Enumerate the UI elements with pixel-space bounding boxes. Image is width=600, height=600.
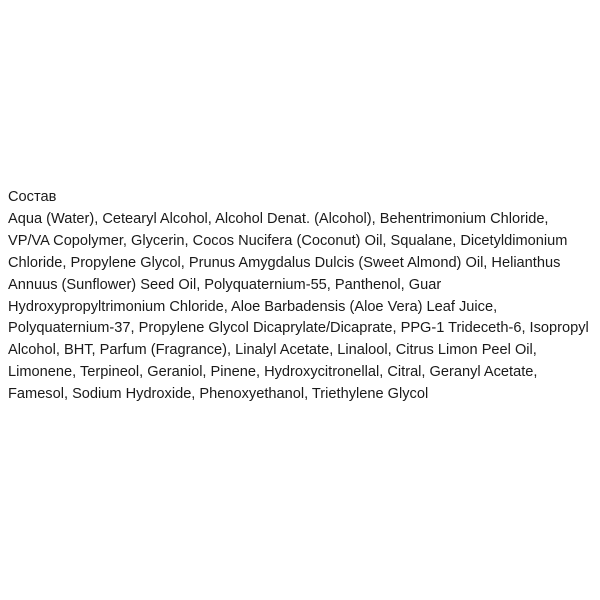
- ingredients-line: Aqua (Water), Cetearyl Alcohol, Alcohol Denat. (Alcohol), Behentrimonium Chloride,: [8, 210, 549, 227]
- ingredients-line: Limonene, Terpineol, Geraniol, Pinene, Hydroxycitronellal, Citral, Geranyl Acetate,: [8, 364, 538, 381]
- ingredients-line: Alcohol, BHT, Parfum (Fragrance), Linalyl Acetate, Linalool, Citrus Limon Peel Oil,: [8, 342, 537, 359]
- ingredients-line: Polyquaternium-37, Propylene Glycol Dicaprylate/Dicaprate, PPG-1 Trideceth-6, Isopropyl: [8, 320, 589, 337]
- ingredients-block: [8, 187, 598, 406]
- ingredients-line: VP/VA Copolymer, Glycerin, Cocos Nucifera (Coconut) Oil, Squalane, Dicetyldimonium: [8, 232, 568, 249]
- ingredients-line: Famesol, Sodium Hydroxide, Phenoxyethanol, Triethylene Glycol: [8, 386, 429, 403]
- ingredients-line: Annuus (Sunflower) Seed Oil, Polyquaternium-55, Panthenol, Guar: [8, 276, 442, 293]
- ingredients-heading: Состав: [8, 189, 57, 205]
- ingredients-line: Hydroxypropyltrimonium Chloride, Aloe Barbadensis (Aloe Vera) Leaf Juice,: [8, 298, 498, 315]
- ingredients-line: Chloride, Propylene Glycol, Prunus Amygdalus Dulcis (Sweet Almond) Oil, Helianthus: [8, 254, 561, 271]
